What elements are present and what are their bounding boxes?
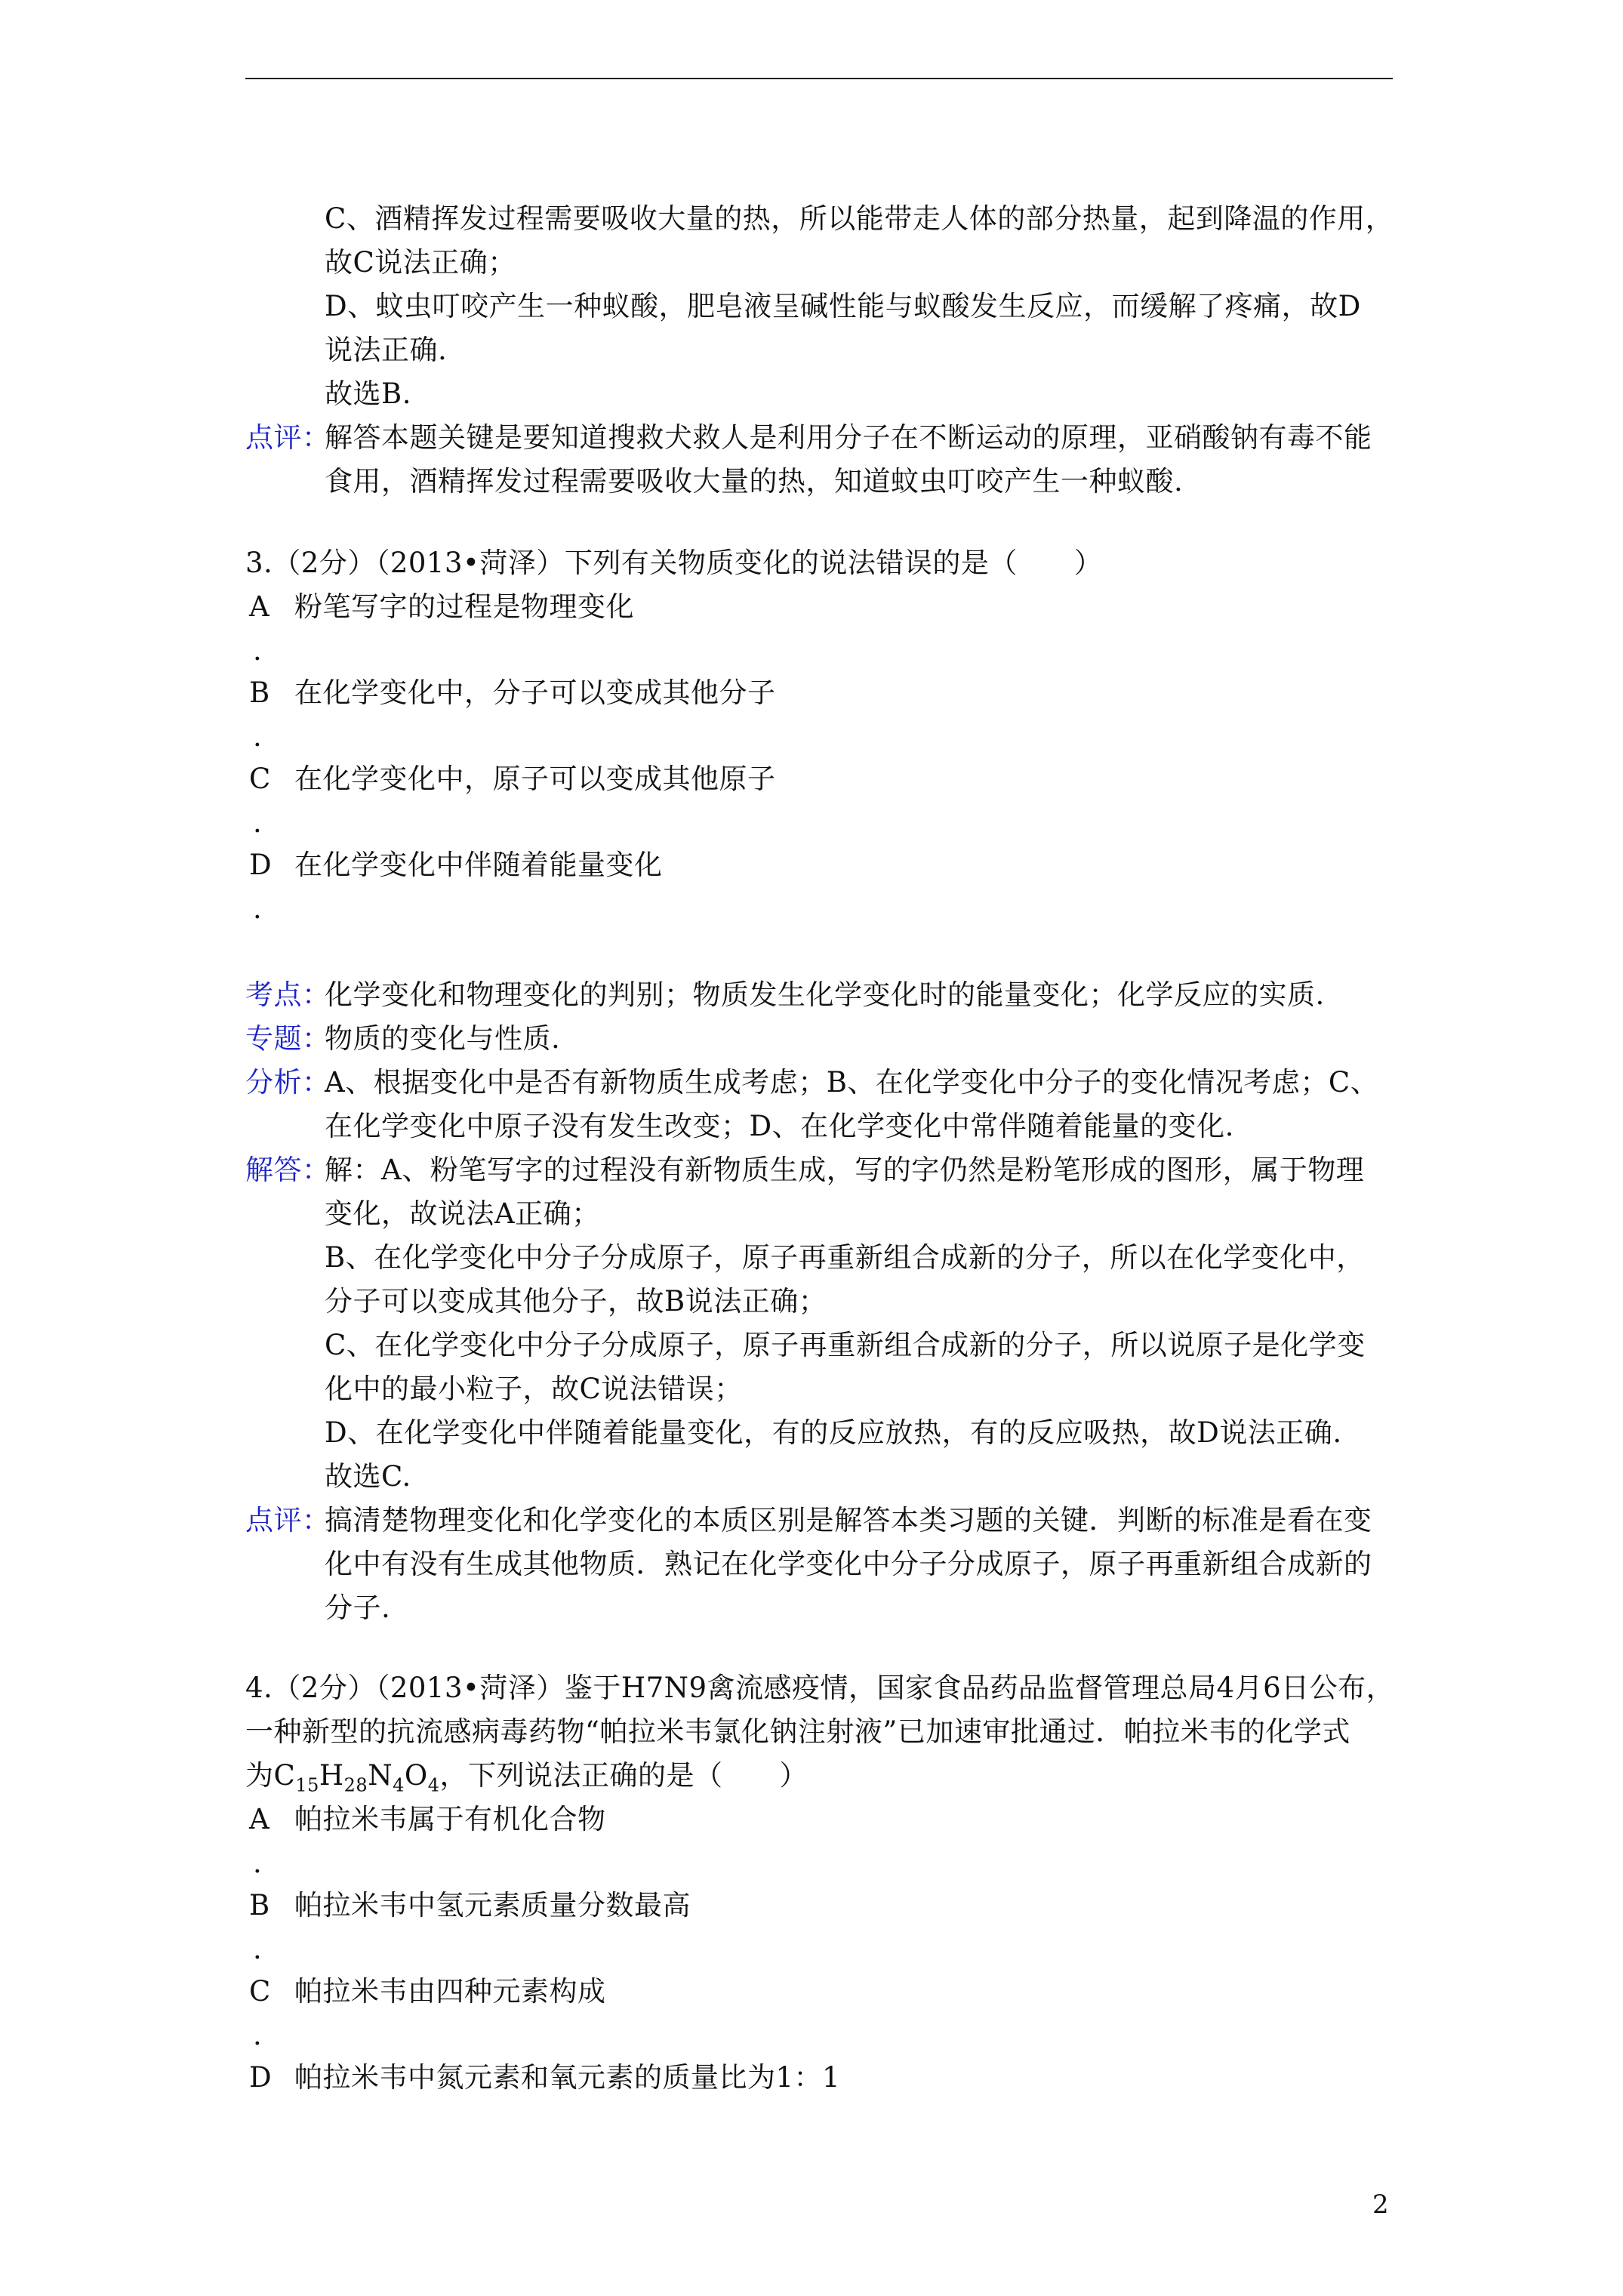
q3-option-c-text: 在化学变化中，原子可以变成其他原子 [294,763,776,795]
prev-comment-label: 点评： [245,421,331,454]
prev-line-1: C、酒精挥发过程需要吸收大量的热，所以能带走人体的部分热量，起到降温的作用， [325,202,1394,235]
q4-option-a-letter: A [249,1803,270,1835]
q3-jieda-line-6: 化中的最小粒子，故C说法错误； [325,1373,743,1405]
q3-option-d-letter: D [249,849,273,881]
q3-dianping-label: 点评： [245,1504,331,1536]
prev-comment-line-2: 食用，酒精挥发过程需要吸收大量的热，知道蚊虫叮咬产生一种蚁酸. [325,465,1184,498]
q4-option-c-dot: . [253,2019,263,2051]
q3-jieda-line-1: 解：A、粉笔写字的过程没有新物质生成，写的字仍然是粉笔形成的图形，属于物理 [325,1154,1365,1186]
q3-option-a-text: 粉笔写字的过程是物理变化 [294,590,634,623]
q4-formula-h-sub: 28 [343,1774,368,1796]
q3-jieda-label: 解答： [245,1154,331,1186]
q3-jieda-line-8: 故选C. [325,1460,411,1493]
q3-option-a-letter: A [249,590,270,623]
q4-option-c-text: 帕拉米韦由四种元素构成 [294,1975,606,2008]
q4-stem-line-2: 一种新型的抗流感病毒药物“帕拉米韦氯化钠注射液”已加速审批通过．帕拉米韦的化学式 [245,1715,1350,1748]
q3-stem: 3.（2分）（2013•菏泽）下列有关物质变化的说法错误的是（ ） [245,547,1103,579]
q4-option-a-text: 帕拉米韦属于有机化合物 [294,1803,606,1835]
prev-line-2: 故C说法正确； [325,246,516,279]
q4-formula-c: C [273,1759,296,1792]
q4-option-a-dot: . [253,1847,263,1879]
q3-jieda-line-5: C、在化学变化中分子分成原子，原子再重新组合成新的分子，所以说原子是化学变 [325,1329,1366,1361]
q4-formula-o-sub: 4 [427,1774,440,1796]
q4-formula-n-sub: 4 [393,1774,405,1796]
q4-option-d-letter: D [249,2061,273,2094]
q3-option-d-dot: . [253,892,263,925]
q3-option-a-dot: . [253,634,263,667]
q4-formula-suffix: ，下列说法正确的是（ ） [439,1759,808,1792]
q3-option-b-dot: . [253,720,263,753]
q3-jieda-line-3: B、在化学变化中分子分成原子，原子再重新组合成新的分子，所以在化学变化中， [325,1241,1365,1274]
page-number: 2 [1372,2190,1389,2220]
q3-zhuanti: 物质的变化与性质. [325,1022,561,1055]
q3-kaodian: 化学变化和物理变化的判别；物质发生化学变化时的能量变化；化学反应的实质. [325,978,1325,1011]
q3-fenxi-line-1: A、根据变化中是否有新物质生成考虑；B、在化学变化中分子的变化情况考虑；C、 [325,1066,1379,1099]
q3-jieda-line-7: D、在化学变化中伴随着能量变化，有的反应放热，有的反应吸热，故D说法正确. [325,1416,1342,1449]
q4-formula-line [245,1759,808,1801]
header-rule [245,78,1393,79]
q3-option-d-text: 在化学变化中伴随着能量变化 [294,849,663,881]
q3-kaodian-label: 考点： [245,978,331,1011]
prev-line-4: 说法正确. [325,334,448,366]
q4-formula-n: N [368,1759,393,1792]
q4-formula-prefix: 为 [245,1759,274,1792]
q4-formula-c-sub: 15 [295,1774,319,1796]
q3-dianping-line-3: 分子. [325,1592,391,1624]
q3-jieda-line-2: 变化，故说法A正确； [325,1197,600,1230]
q4-option-b-dot: . [253,1933,263,1965]
prev-comment-line-1: 解答本题关键是要知道搜救犬救人是利用分子在不断运动的原理，亚硝酸钠有毒不能 [325,421,1372,454]
q4-option-b-letter: B [249,1889,270,1922]
q4-option-c-letter: C [249,1975,271,2008]
q4-formula-o: O [404,1759,428,1792]
q3-option-b-letter: B [249,676,270,709]
q3-option-b-text: 在化学变化中，分子可以变成其他分子 [294,676,776,709]
q4-option-d-text: 帕拉米韦中氮元素和氧元素的质量比为1：1 [294,2061,841,2094]
q3-option-c-letter: C [249,763,271,795]
q3-dianping-line-1: 搞清楚物理变化和化学变化的本质区别是解答本类习题的关键．判断的标准是看在变 [325,1504,1372,1536]
prev-line-5: 故选B. [325,378,411,410]
q4-formula-h: H [319,1759,344,1792]
q3-jieda-line-4: 分子可以变成其他分子，故B说法正确； [325,1285,827,1318]
q3-option-c-dot: . [253,806,263,839]
q4-option-b-text: 帕拉米韦中氢元素质量分数最高 [294,1889,691,1922]
q3-zhuanti-label: 专题： [245,1022,331,1055]
q4-stem-line-1: 4.（2分）（2013•菏泽）鉴于H7N9禽流感疫情，国家食品药品监督管理总局4月6日公布， [245,1672,1395,1704]
prev-line-3: D、蚊虫叮咬产生一种蚁酸，肥皂液呈碱性能与蚁酸发生反应，而缓解了疼痛，故D [325,290,1361,322]
q3-dianping-line-2: 化中有没有生成其他物质．熟记在化学变化中分子分成原子，原子再重新组合成新的 [325,1548,1372,1580]
q3-fenxi-line-2: 在化学变化中原子没有发生改变；D、在化学变化中常伴随着能量的变化. [325,1110,1234,1142]
q3-fenxi-label: 分析： [245,1066,331,1099]
